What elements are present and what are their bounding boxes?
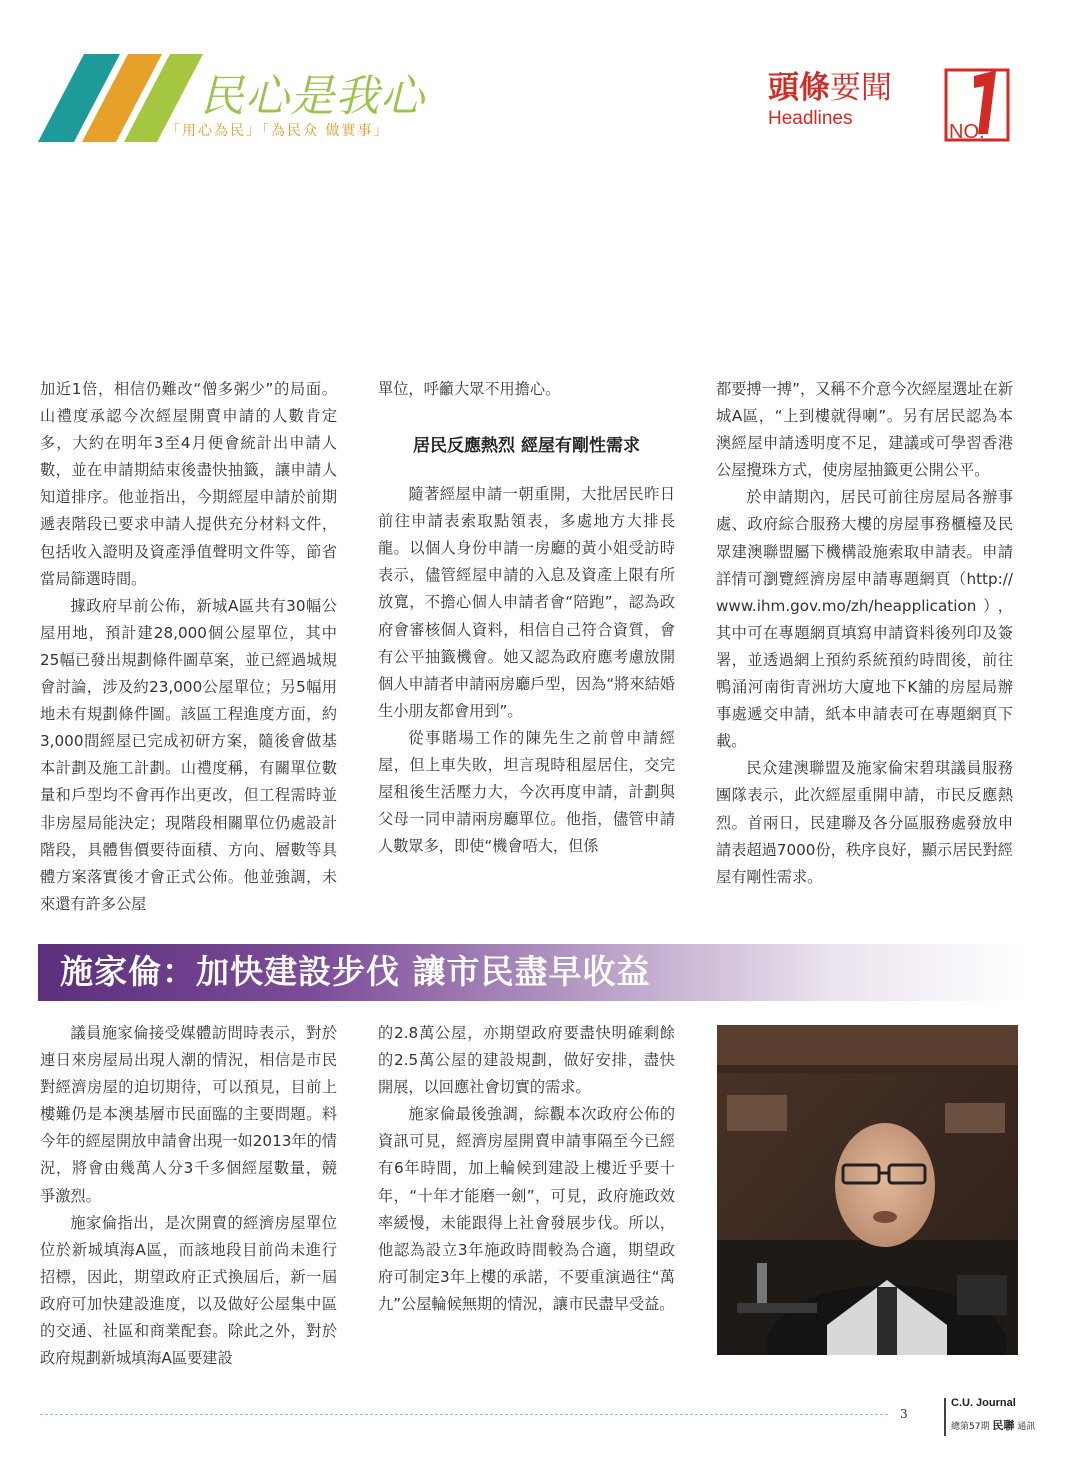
- upper-column-3: [716, 376, 1013, 891]
- paragraph: 民众建澳聯盟及施家倫宋碧琪議員服務團隊表示，此次經屋重開申請，市民反應熱烈。首兩日，民建聯及各分區服務處發放申請表超過7000份，秩序良好，顯示居民對經屋有剛性需求。: [716, 759, 1013, 886]
- paragraph: 都要搏一搏”，又稱不介意今次經屋選址在新城A區，“上到樓就得喇”。另有居民認為本澳經屋申請透明度不足，建議或可學習香港公屋攪珠方式，使房屋抽籤更公開公平。: [716, 380, 1013, 480]
- paragraph: 加近1倍，相信仍難改“僧多粥少”的局面。山禮度承認今次經屋開賣申請的人數肯定多，大約在明年3至4月便會統計出申請人數，並在申請期結束後盡快抽籤，讓申請人知道排序。他並指出，今期經屋申請於前期遞表階段已要求申請人提供充分材料文件，包括收入證明及資產淨值聲明文件等，節省當局篩選時間。: [40, 380, 337, 588]
- section-title-rest: 要聞: [830, 70, 892, 106]
- journal-name-zh: [951, 1417, 1035, 1433]
- journal-name-big: 民聯: [992, 1419, 1015, 1432]
- paragraph: 單位，呼籲大眾不用擔心。: [378, 380, 561, 398]
- paragraph: 於申請期內，居民可前往房屋局各辦事處、政府綜合服務大樓的房屋事務櫃檯及民眾建澳聯盟屬下機構設施索取申請表。申請詳情可瀏覽經濟房屋申請專題網頁（http://www.ihm.gov.mo/zh/heapplication），其中可在專題網頁填寫申請資料後列印及簽署，並透過網上預約系統預約時間後，前往鴨涌河南街青洲坊大廈地下K舖的房屋局辦事處遞交申請，紙本申請表可在專題網頁下載。: [716, 488, 1013, 751]
- paragraph: 從事賭場工作的陳先生之前曾申請經屋，但上車失敗，坦言現時租屋居住，交完屋租後生活壓力大，今次再度申請，計劃與父母一同申請兩房廳單位。他指，儘管申請人數眾多，即使“機會唔大，但係: [378, 728, 675, 856]
- paragraph: 據政府早前公佈，新城A區共有30幅公屋用地，預計建28,000個公屋單位，其中25幅已發出規劃條件圖草案，並已經過城規會討論，涉及約23,000公屋單位；另5幅用地未有規劃條件圖。該區工程進度方面，約3,000間經屋已完成初研方案，隨後會做基本計劃及施工計劃。山禮度稱，有關單位數量和戶型均不會再作出更改，但工程需時並非房屋局能決定；現階段相關單位仍處設計階段，具體售價要待面積、方向、層數等具體方案落實後才會正式公佈。他並強調，未來還有許多公屋: [40, 596, 337, 913]
- brand-slogan: 「用心為民」「為民众 做實事」: [166, 123, 390, 139]
- paragraph: 施家倫指出，是次開賣的經濟房屋單位位於新城填海A區，而該地段目前尚未進行招標，因此，期望政府正式換屆后，新一屆政府可加快建設進度，以及做好公屋集中區的交通、社區和商業配套。除此之外，對於政府規劃新城填海A區要建設: [40, 1213, 337, 1368]
- upper-column-2: [378, 376, 675, 860]
- speaker-photo: [717, 1025, 1018, 1355]
- journal-name-en: C.U. Journal: [951, 1397, 1016, 1409]
- lower-column-1: [40, 1020, 337, 1372]
- section-title-en: Headlines: [768, 108, 853, 129]
- banner-title: 施家倫：加快建設步伐 讓市民盡早收益: [60, 952, 651, 991]
- no1-badge-icon: [944, 68, 1010, 142]
- subheading: 居民反應熱烈 經屋有剛性需求: [413, 436, 640, 457]
- upper-column-1: [40, 376, 337, 918]
- journal-issue: 總第57期: [951, 1422, 990, 1432]
- journal-name-small: 通訊: [1017, 1422, 1036, 1432]
- page-number: 3: [900, 1407, 908, 1421]
- section-title-bold: 頭條: [768, 70, 830, 106]
- section-banner: [38, 944, 1028, 1001]
- footer-divider: [40, 1414, 888, 1415]
- brand-title: 民心是我心: [200, 71, 425, 122]
- paragraph: 隨著經屋申請一朝重開，大批居民昨日前往申請表索取點領表，多處地方大排長龍。以個人身份申請一房廳的黃小姐受訪時表示，儘管經屋申請的入息及資產上限有所放寬，不擔心個人申請者會“陪跑”，認為政府會審核個人資料，相信自己符合資質，會有公平抽籤機會。她又認為政府應考慮放開個人申請者申請兩房廳戶型，因為“將來結婚生小朋友都會用到”。: [378, 485, 675, 720]
- section-header: [768, 70, 908, 130]
- footer-bar: [944, 1398, 946, 1436]
- badge-text: NO.: [949, 121, 985, 142]
- paragraph: 施家倫最後強調，綜觀本次政府公佈的資訊可見，經濟房屋開賣申請事隔至今已經有6年時間，加上輪候到建設上樓近乎要十年，“十年才能磨一劍”，可見，政府施政效率緩慢，未能跟得上社會發展步伐。所以，他認為設立3年施政時間較為合適，期望政府可制定3年上樓的承諾，不要重演過往“萬九”公屋輪候無期的情況，讓市民盡早受益。: [378, 1105, 675, 1313]
- lower-column-2: [378, 1020, 675, 1318]
- section-title: [768, 70, 908, 106]
- paragraph: 的2.8萬公屋，亦期望政府要盡快明確剩餘的2.5萬公屋的建設規劃，做好安排，盡快開展，以回應社會切實的需求。: [378, 1024, 675, 1097]
- paragraph: 議員施家倫接受媒體訪問時表示，對於連日來房屋局出現人潮的情況，相信是市民對經濟房屋的迫切期待，可以預見，目前上樓難仍是本澳基層市民面臨的主要問題。料今年的經屋開放申請會出現一如2013年的情況，將會由幾萬人分3千多個經屋數量，競爭激烈。: [40, 1024, 337, 1205]
